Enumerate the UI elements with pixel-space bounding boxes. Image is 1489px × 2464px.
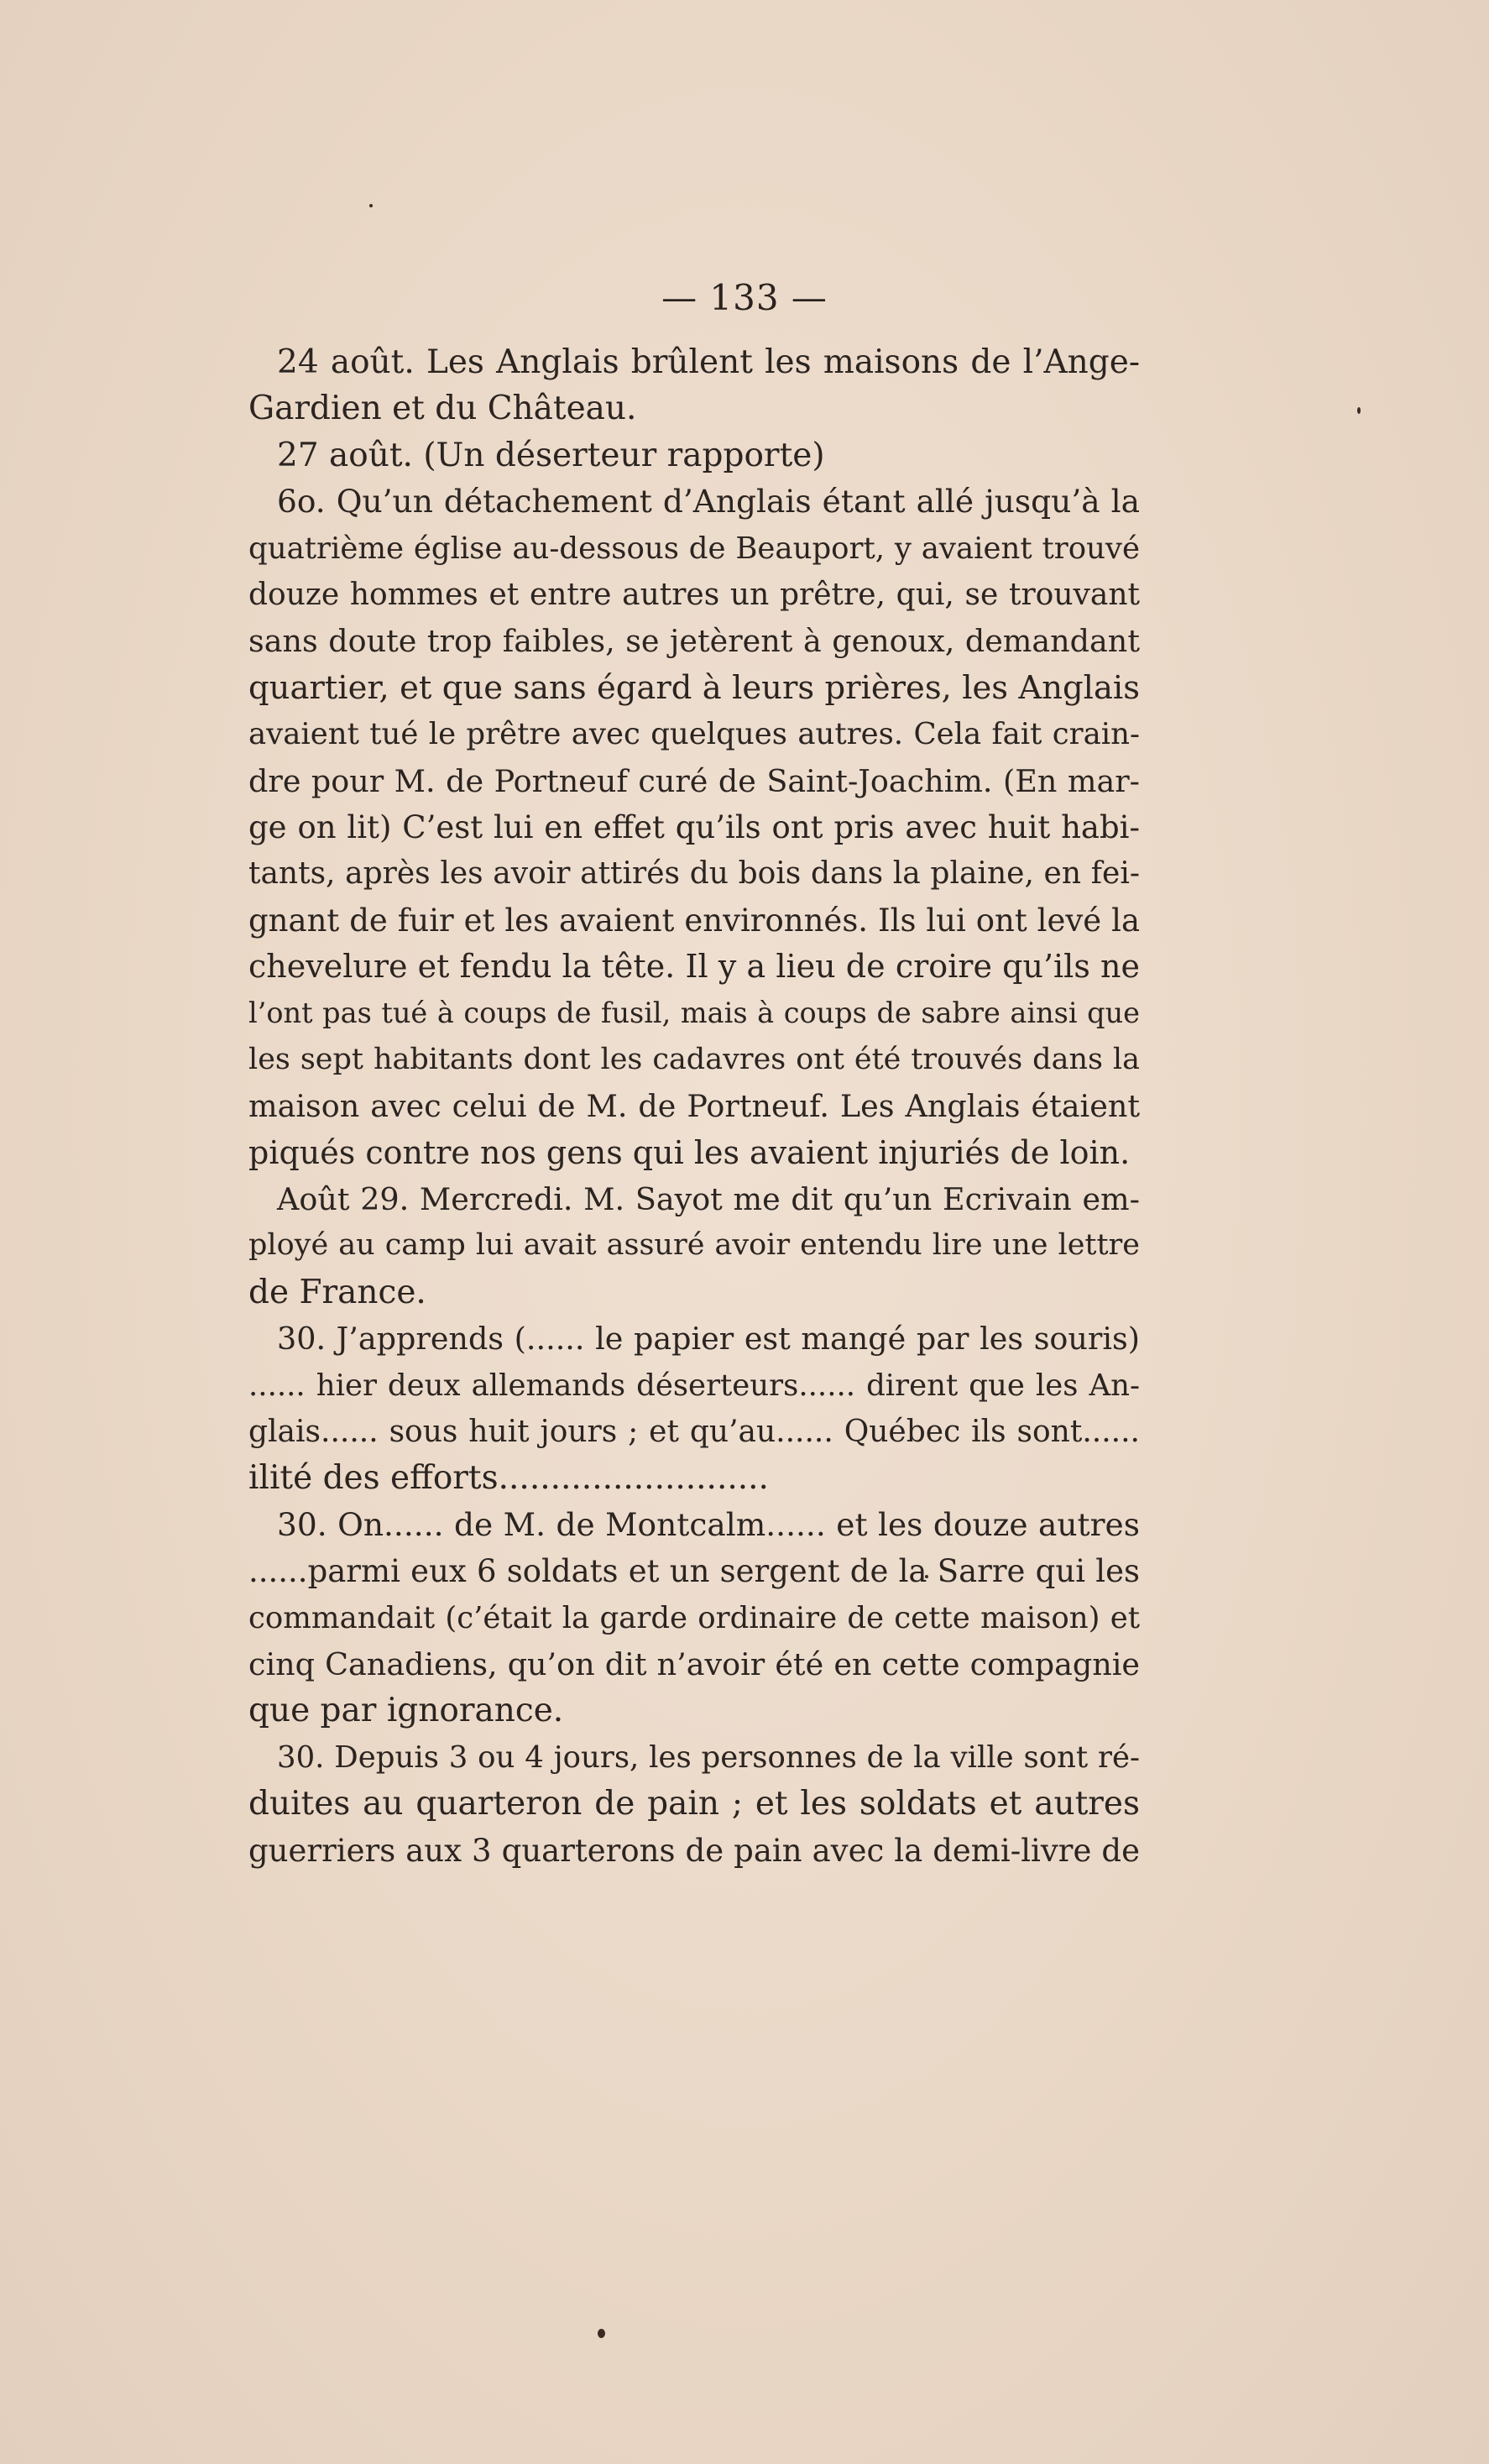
text-line: quartier, et que sans égard à leurs prières, les Anglais (248, 668, 1140, 707)
ink-spot (1357, 407, 1361, 414)
text-line: 24 août. Les Anglais brûlent les maisons de l’Ange- (277, 343, 1140, 381)
text-line: duites au quarteron de pain ; et les soldats et autres (248, 1785, 1140, 1823)
text-line: quatrième église au-dessous de Beauport, y avaient trouvé (248, 531, 1140, 566)
text-line: guerriers aux 3 quarterons de pain avec la demi-livre de (248, 1832, 1140, 1869)
text-line: ...... hier deux allemands déserteurs...... dirent que les An- (248, 1368, 1140, 1403)
text-line: 27 août. (Un déserteur rapporte) (277, 436, 825, 474)
text-line: 30. J’apprends (...... le papier est mangé par les souris) (277, 1321, 1140, 1358)
page-number: — 133 — (661, 277, 828, 318)
text-line: ilité des efforts.......................... (248, 1459, 769, 1498)
text-line: dre pour M. de Portneuf curé de Saint-Joachim. (En mar- (248, 762, 1140, 799)
text-line: glais...... sous huit jours ; et qu’au...... Québec ils sont...... (248, 1414, 1140, 1449)
text-line: tants, après les avoir attirés du bois dans la plaine, en fei- (248, 856, 1140, 892)
body-text (248, 339, 1140, 1874)
text-line: 30. Depuis 3 ou 4 jours, les personnes de la ville sont ré- (277, 1739, 1140, 1775)
text-line: commandait (c’était la garde ordinaire de cette maison) et (248, 1600, 1140, 1635)
text-line: 6o. Qu’un détachement d’Anglais étant allé jusqu’à la (277, 483, 1140, 521)
text-line: gnant de fuir et les avaient environnés. Ils lui ont levé la (248, 902, 1140, 939)
text-line: 30. On...... de M. de Montcalm...... et les douze autres (277, 1505, 1140, 1543)
text-line: Août 29. Mercredi. M. Sayot me dit qu’un Ecrivain em- (277, 1181, 1140, 1218)
text-line: avaient tué le prêtre avec quelques autres. Cela fait crain- (248, 717, 1140, 752)
text-line: piqués contre nos gens qui les avaient injuriés de loin. (248, 1133, 1131, 1171)
text-line: douze hommes et entre autres un prêtre, qui, se trouvant (248, 577, 1140, 612)
ink-spot (598, 2329, 605, 2338)
text-line: que par ignorance. (248, 1692, 564, 1730)
text-line: ge on lit) C’est lui en effet qu’ils ont pris avec huit habi- (248, 808, 1140, 845)
text-line: de France. (248, 1273, 426, 1311)
text-line: les sept habitants dont les cadavres ont été trouvés dans la (248, 1042, 1140, 1076)
text-line: cinq Canadiens, qu’on dit n’avoir été en cette compagnie (248, 1645, 1140, 1682)
text-line: l’ont pas tué à coups de fusil, mais à coups de sabre ainsi que (248, 997, 1140, 1030)
text-line: sans doute trop faibles, se jetèrent à genoux, demandant (248, 623, 1140, 660)
text-line: Gardien et du Château. (248, 390, 637, 428)
text-line: maison avec celui de M. de Portneuf. Les Anglais étaient (248, 1088, 1140, 1125)
text-line: ......parmi eux 6 soldats et un sergent de la Sarre qui les (248, 1553, 1140, 1590)
text-line: ployé au camp lui avait assuré avoir entendu lire une lettre (248, 1228, 1140, 1263)
text-line: chevelure et fendu la tête. Il y a lieu de croire qu’ils ne (248, 948, 1140, 986)
ink-spot (369, 204, 373, 207)
